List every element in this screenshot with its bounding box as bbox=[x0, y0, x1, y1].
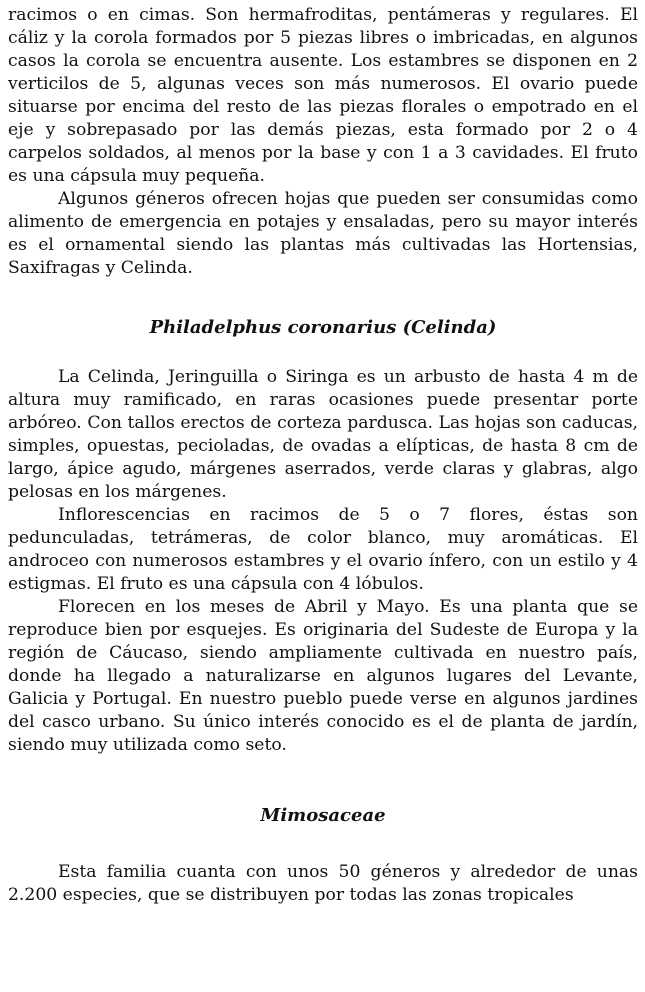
paragraph-mimosaceae-intro: Esta familia cuanta con unos 50 géneros y alrededor de unas 2.200 especies, que se distribuyen por todas las zonas tropicales bbox=[8, 862, 638, 905]
species-heading-celinda: Philadelphus coronarius (Celinda) bbox=[149, 317, 497, 338]
family-heading-mimosaceae: Mimosaceae bbox=[260, 805, 386, 826]
document-page bbox=[8, 4, 638, 907]
paragraph-celinda-inflorescence: Inflorescencias en racimos de 5 o 7 flores, éstas son pedunculadas, tetrámeras, de color blanco, muy aromáticas. El androceo con numerosos estambres y el ovario ínfero, con un estilo y 4 estigmas. El fruto es una cápsula con 4 lóbulos. bbox=[8, 505, 638, 594]
paragraph-celinda-distribution: Florecen en los meses de Abril y Mayo. Es una planta que se reproduce bien por esquejes. Es originaria del Sudeste de Europa y la región de Cáucaso, siendo ampliamente cultivada en nuestro país, donde ha llegado a naturalizarse en algunos lugares del Levante, Galicia y Portugal. En nuestro pueblo puede verse en algunos jardines del casco urbano. Su único interés conocido es el de planta de jardín, siendo muy utilizada como seto. bbox=[8, 597, 638, 755]
paragraph-celinda-description: La Celinda, Jeringuilla o Siringa es un arbusto de hasta 4 m de altura muy ramificado, en raras ocasiones puede presentar porte arbóreo. Con tallos erectos de corteza pardusca. Las hojas son caducas, simples, opuestas, pecioladas, de ovadas a elípticas, de hasta 8 cm de largo, ápice agudo, márgenes aserrados, verde claras y glabras, algo pelosas en los márgenes. bbox=[8, 367, 638, 502]
paragraph-family-uses: Algunos géneros ofrecen hojas que pueden ser consumidas como alimento de emergencia en potajes y ensaladas, pero su mayor interés es el ornamental siendo las plantas más cultivadas las Hortensias, Saxifragas y Celinda. bbox=[8, 189, 638, 278]
paragraph-family-flowers: racimos o en cimas. Son hermafroditas, pentámeras y regulares. El cáliz y la corola formados por 5 piezas libres o imbricadas, en algunos casos la corola se encuentra ausente. Los estambres se disponen en 2 verticilos de 5, algunas veces son más numerosos. El ovario puede situarse por encima del resto de las piezas florales o empotrado en el eje y sobrepasado por las demás piezas, esta formado por 2 o 4 carpelos soldados, al menos por la base y con 1 a 3 cavidades. El fruto es una cápsula muy pequeña. bbox=[8, 5, 638, 186]
